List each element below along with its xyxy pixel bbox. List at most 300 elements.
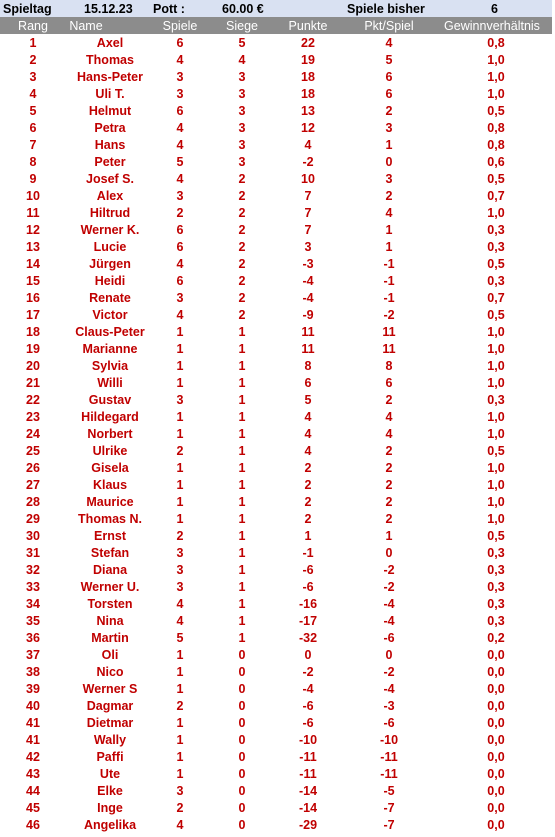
cell-spiele: 1 <box>176 359 184 373</box>
cell-gewinnverhaeltnis: 1,0 <box>487 410 505 424</box>
cell-pkt-spiel: -3 <box>383 699 395 713</box>
table-row <box>0 748 552 765</box>
header-spiele: Spiele <box>162 19 198 33</box>
cell-siege: 3 <box>238 155 246 169</box>
cell-name: Renate <box>89 291 131 305</box>
cell-siege: 0 <box>238 750 246 764</box>
cell-punkte: 2 <box>304 512 312 526</box>
cell-name: Uli T. <box>95 87 125 101</box>
cell-siege: 1 <box>238 342 246 356</box>
cell-punkte: 8 <box>304 359 312 373</box>
cell-spiele: 3 <box>176 784 184 798</box>
cell-gewinnverhaeltnis: 0,0 <box>487 767 505 781</box>
cell-gewinnverhaeltnis: 0,8 <box>487 121 505 135</box>
table-row <box>0 527 552 544</box>
cell-siege: 2 <box>238 206 246 220</box>
cell-pkt-spiel: -4 <box>383 682 395 696</box>
cell-pkt-spiel: -6 <box>383 716 395 730</box>
table-row <box>0 136 552 153</box>
cell-name: Thomas <box>86 53 134 67</box>
cell-punkte: 5 <box>304 393 312 407</box>
cell-spiele: 4 <box>176 597 184 611</box>
cell-punkte: -3 <box>302 257 314 271</box>
cell-spiele: 1 <box>176 750 184 764</box>
cell-punkte: 11 <box>301 342 315 356</box>
cell-gewinnverhaeltnis: 0,7 <box>487 189 505 203</box>
cell-rang: 25 <box>26 444 40 458</box>
cell-pkt-spiel: -1 <box>383 257 395 271</box>
cell-siege: 3 <box>238 104 246 118</box>
cell-pkt-spiel: -4 <box>383 614 395 628</box>
table-row <box>0 187 552 204</box>
table-row <box>0 612 552 629</box>
table-row <box>0 459 552 476</box>
cell-name: Gustav <box>88 393 132 407</box>
header-pkt-spiel: Pkt/Spiel <box>364 19 414 33</box>
cell-siege: 0 <box>238 801 246 815</box>
cell-pkt-spiel: 4 <box>385 427 393 441</box>
cell-siege: 1 <box>238 495 246 509</box>
cell-name: Diana <box>92 563 128 577</box>
cell-spiele: 3 <box>176 546 184 560</box>
cell-spiele: 5 <box>176 155 184 169</box>
cell-punkte: 7 <box>304 206 312 220</box>
cell-punkte: 4 <box>304 427 312 441</box>
cell-rang: 18 <box>26 325 40 339</box>
table-row <box>0 34 552 51</box>
cell-pkt-spiel: 3 <box>385 121 393 135</box>
cell-pkt-spiel: -5 <box>383 784 395 798</box>
cell-siege: 1 <box>238 512 246 526</box>
cell-pkt-spiel: 0 <box>385 155 393 169</box>
cell-spiele: 1 <box>176 376 184 390</box>
table-row <box>0 765 552 782</box>
cell-spiele: 6 <box>176 223 184 237</box>
cell-punkte: -6 <box>302 699 314 713</box>
header-name: Name <box>69 19 103 33</box>
cell-siege: 1 <box>238 393 246 407</box>
spieltag-label: Spieltag <box>3 2 52 16</box>
table-row <box>0 731 552 748</box>
table-row <box>0 425 552 442</box>
cell-pkt-spiel: 2 <box>385 478 393 492</box>
cell-name: Sylvia <box>91 359 129 373</box>
cell-name: Hildegard <box>81 410 139 424</box>
cell-gewinnverhaeltnis: 1,0 <box>487 461 505 475</box>
cell-gewinnverhaeltnis: 0,0 <box>487 801 505 815</box>
cell-rang: 2 <box>29 53 37 67</box>
table-row <box>0 85 552 102</box>
cell-rang: 23 <box>26 410 40 424</box>
cell-pkt-spiel: -2 <box>383 665 395 679</box>
cell-spiele: 1 <box>176 495 184 509</box>
cell-gewinnverhaeltnis: 1,0 <box>487 495 505 509</box>
cell-siege: 0 <box>238 648 246 662</box>
table-row <box>0 238 552 255</box>
cell-name: Werner S <box>82 682 138 696</box>
cell-gewinnverhaeltnis: 0,0 <box>487 665 505 679</box>
cell-name: Lucie <box>93 240 127 254</box>
cell-pkt-spiel: 1 <box>385 240 393 254</box>
cell-name: Werner U. <box>80 580 140 594</box>
cell-siege: 0 <box>238 682 246 696</box>
cell-punkte: -32 <box>298 631 318 645</box>
cell-siege: 3 <box>238 121 246 135</box>
table-row <box>0 663 552 680</box>
cell-rang: 14 <box>26 257 40 271</box>
cell-punkte: -11 <box>299 750 317 764</box>
cell-name: Hans <box>94 138 126 152</box>
spieltag-date: 15.12.23 <box>84 2 133 16</box>
cell-spiele: 2 <box>176 801 184 815</box>
cell-siege: 1 <box>238 461 246 475</box>
cell-pkt-spiel: -4 <box>383 597 395 611</box>
cell-punkte: 11 <box>301 325 315 339</box>
cell-pkt-spiel: 1 <box>385 223 393 237</box>
cell-spiele: 6 <box>176 104 184 118</box>
cell-pkt-spiel: 0 <box>385 648 393 662</box>
cell-spiele: 1 <box>176 478 184 492</box>
cell-spiele: 1 <box>176 410 184 424</box>
table-row <box>0 595 552 612</box>
cell-rang: 30 <box>26 529 40 543</box>
cell-siege: 1 <box>238 580 246 594</box>
table-row <box>0 323 552 340</box>
cell-spiele: 1 <box>176 342 184 356</box>
table-row <box>0 714 552 731</box>
cell-siege: 1 <box>238 478 246 492</box>
table-row <box>0 204 552 221</box>
cell-gewinnverhaeltnis: 0,5 <box>487 529 505 543</box>
cell-rang: 8 <box>29 155 37 169</box>
cell-name: Heidi <box>94 274 126 288</box>
cell-pkt-spiel: -6 <box>383 631 395 645</box>
cell-spiele: 4 <box>176 614 184 628</box>
cell-pkt-spiel: -1 <box>383 274 395 288</box>
cell-spiele: 3 <box>176 580 184 594</box>
cell-gewinnverhaeltnis: 0,5 <box>487 308 505 322</box>
cell-pkt-spiel: -7 <box>383 818 395 832</box>
cell-pkt-spiel: 2 <box>385 512 393 526</box>
cell-punkte: -10 <box>298 733 318 747</box>
cell-name: Torsten <box>87 597 133 611</box>
cell-siege: 2 <box>238 257 246 271</box>
cell-rang: 41 <box>26 716 40 730</box>
cell-rang: 22 <box>26 393 40 407</box>
cell-name: Stefan <box>90 546 130 560</box>
summary-bar <box>0 0 552 17</box>
cell-gewinnverhaeltnis: 0,3 <box>487 274 505 288</box>
cell-rang: 36 <box>26 631 40 645</box>
cell-punkte: 6 <box>304 376 312 390</box>
cell-siege: 0 <box>238 784 246 798</box>
cell-pkt-spiel: -1 <box>383 291 395 305</box>
cell-gewinnverhaeltnis: 0,0 <box>487 750 505 764</box>
cell-spiele: 3 <box>176 291 184 305</box>
table-row <box>0 391 552 408</box>
cell-gewinnverhaeltnis: 0,3 <box>487 546 505 560</box>
cell-spiele: 4 <box>176 121 184 135</box>
cell-pkt-spiel: -11 <box>380 750 398 764</box>
cell-rang: 20 <box>26 359 40 373</box>
table-row <box>0 102 552 119</box>
cell-siege: 2 <box>238 274 246 288</box>
cell-rang: 46 <box>26 818 40 832</box>
cell-name: Ernst <box>94 529 126 543</box>
cell-pkt-spiel: -11 <box>380 767 398 781</box>
cell-name: Paffi <box>96 750 124 764</box>
cell-name: Helmut <box>88 104 132 118</box>
cell-name: Werner K. <box>80 223 140 237</box>
cell-rang: 37 <box>26 648 40 662</box>
table-row <box>0 340 552 357</box>
cell-spiele: 1 <box>176 767 184 781</box>
cell-gewinnverhaeltnis: 0,7 <box>487 291 505 305</box>
cell-rang: 43 <box>26 767 40 781</box>
cell-name: Klaus <box>92 478 128 492</box>
cell-name: Thomas N. <box>78 512 142 526</box>
table-row <box>0 255 552 272</box>
table-row <box>0 629 552 646</box>
table-row <box>0 578 552 595</box>
cell-pkt-spiel: 11 <box>382 342 396 356</box>
cell-siege: 0 <box>238 665 246 679</box>
table-row <box>0 289 552 306</box>
cell-siege: 0 <box>238 767 246 781</box>
cell-rang: 28 <box>26 495 40 509</box>
cell-spiele: 2 <box>176 529 184 543</box>
cell-pkt-spiel: -2 <box>383 308 395 322</box>
cell-name: Dietmar <box>86 716 134 730</box>
cell-rang: 1 <box>29 36 37 50</box>
cell-name: Elke <box>97 784 123 798</box>
cell-siege: 0 <box>238 818 246 832</box>
cell-gewinnverhaeltnis: 0,0 <box>487 784 505 798</box>
cell-pkt-spiel: 0 <box>385 546 393 560</box>
cell-punkte: -29 <box>298 818 318 832</box>
cell-punkte: 2 <box>304 478 312 492</box>
cell-name: Hiltrud <box>89 206 131 220</box>
table-row <box>0 799 552 816</box>
cell-gewinnverhaeltnis: 0,8 <box>487 36 505 50</box>
cell-punkte: 22 <box>301 36 315 50</box>
table-row <box>0 782 552 799</box>
cell-name: Jürgen <box>89 257 131 271</box>
cell-punkte: 4 <box>304 444 312 458</box>
cell-siege: 1 <box>238 410 246 424</box>
cell-gewinnverhaeltnis: 1,0 <box>487 206 505 220</box>
cell-spiele: 4 <box>176 53 184 67</box>
cell-gewinnverhaeltnis: 0,3 <box>487 563 505 577</box>
cell-name: Petra <box>94 121 126 135</box>
header-rang: Rang <box>18 19 48 33</box>
cell-gewinnverhaeltnis: 0,3 <box>487 240 505 254</box>
cell-punkte: 12 <box>301 121 315 135</box>
cell-spiele: 4 <box>176 257 184 271</box>
cell-spiele: 4 <box>176 818 184 832</box>
table-row <box>0 697 552 714</box>
cell-punkte: 18 <box>301 70 315 84</box>
cell-punkte: 2 <box>304 495 312 509</box>
cell-rang: 10 <box>26 189 40 203</box>
cell-punkte: 4 <box>304 410 312 424</box>
cell-spiele: 4 <box>176 172 184 186</box>
cell-gewinnverhaeltnis: 0,5 <box>487 172 505 186</box>
cell-pkt-spiel: 4 <box>385 36 393 50</box>
cell-spiele: 2 <box>176 699 184 713</box>
cell-pkt-spiel: -10 <box>379 733 399 747</box>
cell-spiele: 3 <box>176 393 184 407</box>
cell-name: Marianne <box>82 342 138 356</box>
cell-punkte: -6 <box>302 580 314 594</box>
cell-pkt-spiel: 3 <box>385 172 393 186</box>
table-row <box>0 221 552 238</box>
cell-pkt-spiel: 2 <box>385 495 393 509</box>
cell-gewinnverhaeltnis: 0,3 <box>487 223 505 237</box>
table-row <box>0 816 552 833</box>
cell-rang: 24 <box>26 427 40 441</box>
header-siege: Siege <box>226 19 258 33</box>
cell-gewinnverhaeltnis: 1,0 <box>487 342 505 356</box>
cell-rang: 21 <box>26 376 40 390</box>
table-row <box>0 170 552 187</box>
cell-spiele: 1 <box>176 665 184 679</box>
cell-spiele: 3 <box>176 563 184 577</box>
cell-punkte: 7 <box>304 189 312 203</box>
cell-name: Maurice <box>86 495 134 509</box>
cell-punkte: -14 <box>298 784 318 798</box>
cell-rang: 19 <box>26 342 40 356</box>
cell-pkt-spiel: 11 <box>382 325 396 339</box>
cell-name: Hans-Peter <box>77 70 143 84</box>
table-row <box>0 408 552 425</box>
cell-spiele: 1 <box>176 648 184 662</box>
cell-gewinnverhaeltnis: 0,3 <box>487 580 505 594</box>
table-row <box>0 119 552 136</box>
table-row <box>0 306 552 323</box>
table-row <box>0 374 552 391</box>
table-row <box>0 68 552 85</box>
cell-punkte: -2 <box>302 155 314 169</box>
cell-pkt-spiel: 1 <box>385 529 393 543</box>
cell-pkt-spiel: 2 <box>385 104 393 118</box>
cell-gewinnverhaeltnis: 1,0 <box>487 478 505 492</box>
cell-name: Norbert <box>87 427 133 441</box>
cell-name: Nico <box>96 665 124 679</box>
cell-name: Ulrike <box>92 444 128 458</box>
cell-name: Martin <box>91 631 129 645</box>
cell-siege: 5 <box>238 36 246 50</box>
cell-rang: 29 <box>26 512 40 526</box>
cell-punkte: -4 <box>302 682 314 696</box>
cell-gewinnverhaeltnis: 0,2 <box>487 631 505 645</box>
cell-rang: 7 <box>29 138 37 152</box>
cell-gewinnverhaeltnis: 0,0 <box>487 733 505 747</box>
cell-punkte: 18 <box>301 87 315 101</box>
cell-gewinnverhaeltnis: 0,0 <box>487 699 505 713</box>
cell-spiele: 1 <box>176 733 184 747</box>
cell-siege: 1 <box>238 546 246 560</box>
cell-name: Willi <box>97 376 123 390</box>
cell-siege: 1 <box>238 325 246 339</box>
table-row <box>0 561 552 578</box>
cell-name: Axel <box>96 36 124 50</box>
cell-punkte: -9 <box>302 308 314 322</box>
cell-rang: 17 <box>26 308 40 322</box>
cell-pkt-spiel: 2 <box>385 393 393 407</box>
cell-gewinnverhaeltnis: 0,5 <box>487 257 505 271</box>
cell-rang: 3 <box>29 70 37 84</box>
cell-rang: 9 <box>29 172 37 186</box>
cell-pkt-spiel: -2 <box>383 563 395 577</box>
cell-gewinnverhaeltnis: 1,0 <box>487 512 505 526</box>
cell-siege: 2 <box>238 240 246 254</box>
table-row <box>0 272 552 289</box>
spiele-bisher-label: Spiele bisher <box>347 2 425 16</box>
cell-name: Claus-Peter <box>75 325 145 339</box>
cell-name: Wally <box>93 733 127 747</box>
cell-siege: 2 <box>238 308 246 322</box>
cell-rang: 26 <box>26 461 40 475</box>
cell-punkte: -4 <box>302 291 314 305</box>
cell-gewinnverhaeltnis: 0,3 <box>487 614 505 628</box>
cell-pkt-spiel: 6 <box>385 376 393 390</box>
cell-rang: 11 <box>26 206 40 220</box>
cell-pkt-spiel: 2 <box>385 461 393 475</box>
cell-punkte: -16 <box>298 597 318 611</box>
spiele-bisher-value: 6 <box>491 2 498 16</box>
cell-punkte: 4 <box>304 138 312 152</box>
cell-punkte: -4 <box>302 274 314 288</box>
cell-spiele: 2 <box>176 206 184 220</box>
cell-rang: 4 <box>29 87 37 101</box>
cell-spiele: 1 <box>176 716 184 730</box>
cell-pkt-spiel: 5 <box>385 53 393 67</box>
cell-spiele: 3 <box>176 87 184 101</box>
table-row <box>0 646 552 663</box>
table-header <box>0 17 552 34</box>
cell-rang: 6 <box>29 121 37 135</box>
cell-gewinnverhaeltnis: 0,5 <box>487 444 505 458</box>
cell-spiele: 6 <box>176 240 184 254</box>
cell-pkt-spiel: 4 <box>385 410 393 424</box>
cell-pkt-spiel: 2 <box>385 189 393 203</box>
cell-punkte: -14 <box>298 801 318 815</box>
cell-punkte: -1 <box>302 546 314 560</box>
cell-siege: 0 <box>238 733 246 747</box>
cell-rang: 38 <box>26 665 40 679</box>
cell-punkte: -11 <box>299 767 317 781</box>
cell-gewinnverhaeltnis: 1,0 <box>487 359 505 373</box>
cell-spiele: 3 <box>176 189 184 203</box>
cell-spiele: 1 <box>176 512 184 526</box>
table-row <box>0 680 552 697</box>
table-row <box>0 357 552 374</box>
cell-pkt-spiel: 6 <box>385 87 393 101</box>
cell-rang: 31 <box>26 546 40 560</box>
cell-spiele: 1 <box>176 325 184 339</box>
cell-pkt-spiel: 2 <box>385 444 393 458</box>
cell-spiele: 1 <box>176 461 184 475</box>
cell-spiele: 6 <box>176 274 184 288</box>
cell-rang: 12 <box>26 223 40 237</box>
cell-punkte: 19 <box>301 53 315 67</box>
cell-name: Dagmar <box>86 699 134 713</box>
cell-siege: 1 <box>238 529 246 543</box>
cell-punkte: 13 <box>301 104 315 118</box>
cell-rang: 44 <box>26 784 40 798</box>
cell-siege: 1 <box>238 563 246 577</box>
